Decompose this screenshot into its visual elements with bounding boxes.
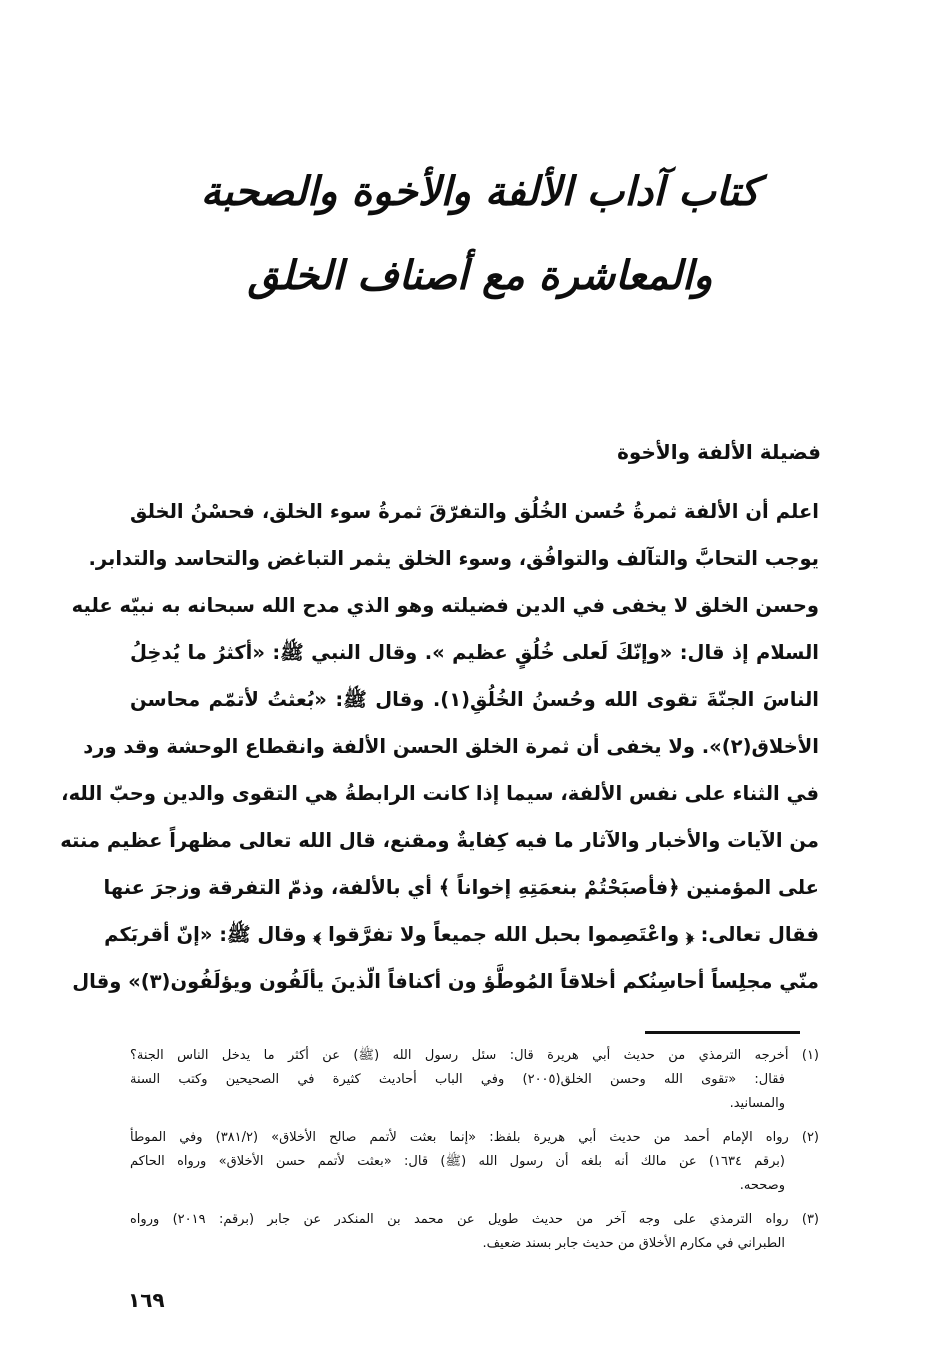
section-heading: فضيلة الألفة والأخوة <box>617 440 821 464</box>
body-text <box>60 488 819 1005</box>
book-title-line-1: كتاب آداب الألفة والأخوة والصحبة <box>200 168 760 215</box>
footnote-line: وصححه. <box>739 1178 785 1193</box>
body-line: الأخلاق(٢)». ولا يخفى أن ثمرة الخلق الحسن الألفة وانقطاع الوحشة وقد ورد <box>83 735 819 758</box>
body-line: في الثناء على نفس الألفة، سيما إذا كانت الرابطةُ هي التقوى والدين وحبّ الله، <box>61 782 819 805</box>
footnote-line: (٢) رواه الإمام أحمد من حديث أبي هريرة بلفظ: «إنما بعثت لأتمم صالح الأخلاق» (٣٨١/٢) وفي الموطأ <box>130 1130 819 1145</box>
book-title-line-2: والمعاشرة مع أصناف الخلق <box>247 252 713 299</box>
body-line: السلام إذ قال: «وإنّكَ لَعلى خُلُقٍ عظيم ». وقال النبي ﷺ: «أكثرُ ما يُدخِلُ <box>130 641 819 664</box>
body-line: من الآيات والأخبار والآثار ما فيه كِفايةٌ ومقنع، قال الله تعالى مظهراً عظيم منته <box>60 829 819 852</box>
footnote-line: الطبراني في مكارم الأخلاق من حديث جابر بسند ضعيف. <box>482 1236 785 1251</box>
footnote-3 <box>130 1208 819 1256</box>
footnote-line: (برقم ١٦٣٤) عن مالك أنه بلغه أن رسول الله (ﷺ) قال: «بعثت لأتمم حسن الأخلاق» ورواه الحاكم <box>130 1154 785 1169</box>
footnote-line: والمسانيد. <box>729 1096 785 1111</box>
body-line: وحسن الخلق لا يخفى في الدين فضيلته وهو الذي مدح الله سبحانه به نبيّه عليه <box>71 594 819 617</box>
body-line: فقال تعالى: ﴿ واعْتَصِموا بحبل الله جميعاً ولا تفرَّقوا ﴾ وقال ﷺ: «إنّ أقربَكم <box>104 923 819 946</box>
body-line: اعلم أن الألفة ثمرةُ حُسن الخُلُق والتفرّقَ ثمرةُ سوء الخلق، فحسْنُ الخلق <box>130 500 819 523</box>
footnote-separator <box>645 1031 800 1034</box>
body-line: يوجب التحابَّ والتآلف والتوافُق، وسوء الخلق يثمر التباغض والتحاسد والتدابر. <box>88 547 819 570</box>
footnote-2 <box>130 1126 819 1198</box>
page-number: ١٦٩ <box>128 1288 165 1312</box>
footnote-line: (٣) رواه الترمذي على وجه آخر من حديث طويل عن محمد بن المنكدر عن جابر (برقم: ٢٠١٩) ورواه <box>130 1212 819 1227</box>
body-line: الناسَ الجنّةَ تقوى الله وحُسنُ الخُلُقِ(١). وقال ﷺ: «بُعثتُ لأتمّم محاسن <box>130 688 819 711</box>
body-line: على المؤمنين ﴿فأصبَحْتُمْ بنعمَتِهِ إخواناً ﴾ أي بالألفة، وذمّ التفرقة وزجرَ عنها <box>103 876 819 899</box>
footnote-line: (١) أخرجه الترمذي من حديث أبي هريرة قال: سئل رسول الله (ﷺ) عن أكثر ما يدخل الناس الجنة؟ <box>130 1048 819 1063</box>
footnote-1 <box>130 1044 819 1116</box>
footnote-line: فقال: «تقوى الله وحسن الخلق(٢٠٠٥) وفي الباب أحاديث كثيرة في الصحيحين وكتب السنة <box>130 1072 786 1087</box>
body-line: منّي مجلِساً أحاسِنُكم أخلاقاً المُوطَّؤ ون أكنافاً الّذينَ يألَفُون ويؤلَفُون(٣)» وقال <box>72 970 819 993</box>
footnotes <box>130 1044 819 1256</box>
